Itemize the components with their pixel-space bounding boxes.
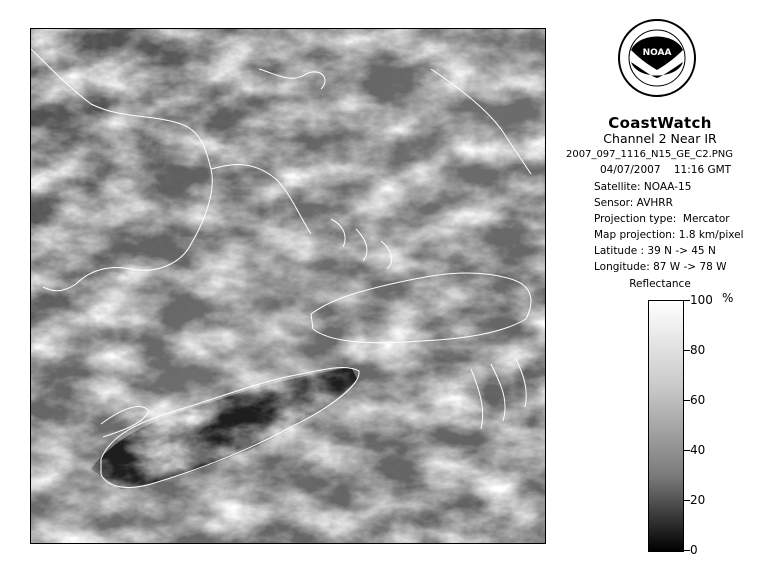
longitude-label: Longitude: 87 W -> 78 W: [594, 261, 727, 273]
colorbar-tick-label: 40: [690, 443, 706, 457]
map-projection-label: Map projection: 1.8 km/pixel: [594, 229, 744, 241]
satellite-map: [30, 28, 546, 544]
colorbar-tick-label: 20: [690, 493, 706, 507]
image-date-time: 04/07/2007 11:16 GMT: [600, 164, 732, 176]
channel-title: Channel 2 Near IR: [603, 131, 717, 146]
noaa-logo: [617, 18, 697, 98]
cloud-cover: [31, 29, 545, 543]
sensor-label: Sensor: AVHRR: [594, 197, 673, 209]
colorbar-title: Reflectance: [629, 278, 691, 290]
colorbar-tick-label: 0: [690, 543, 698, 557]
latitude-label: Latitude : 39 N -> 45 N: [594, 245, 716, 257]
colorbar-tick-label: 80: [690, 343, 706, 357]
product-title: CoastWatch: [608, 114, 712, 132]
colorbar-tick-label: 60: [690, 393, 706, 407]
colorbar: [648, 300, 684, 552]
projection-type-label: Projection type: Mercator: [594, 213, 730, 225]
colorbar-tick-label: 100: [690, 293, 713, 307]
satellite-label: Satellite: NOAA-15: [594, 181, 692, 193]
logo-text: NOAA: [642, 48, 672, 58]
colorbar-unit: %: [722, 291, 734, 305]
image-filename: 2007_097_1116_N15_GE_C2.PNG: [566, 149, 734, 160]
map-graphic: [31, 29, 545, 543]
